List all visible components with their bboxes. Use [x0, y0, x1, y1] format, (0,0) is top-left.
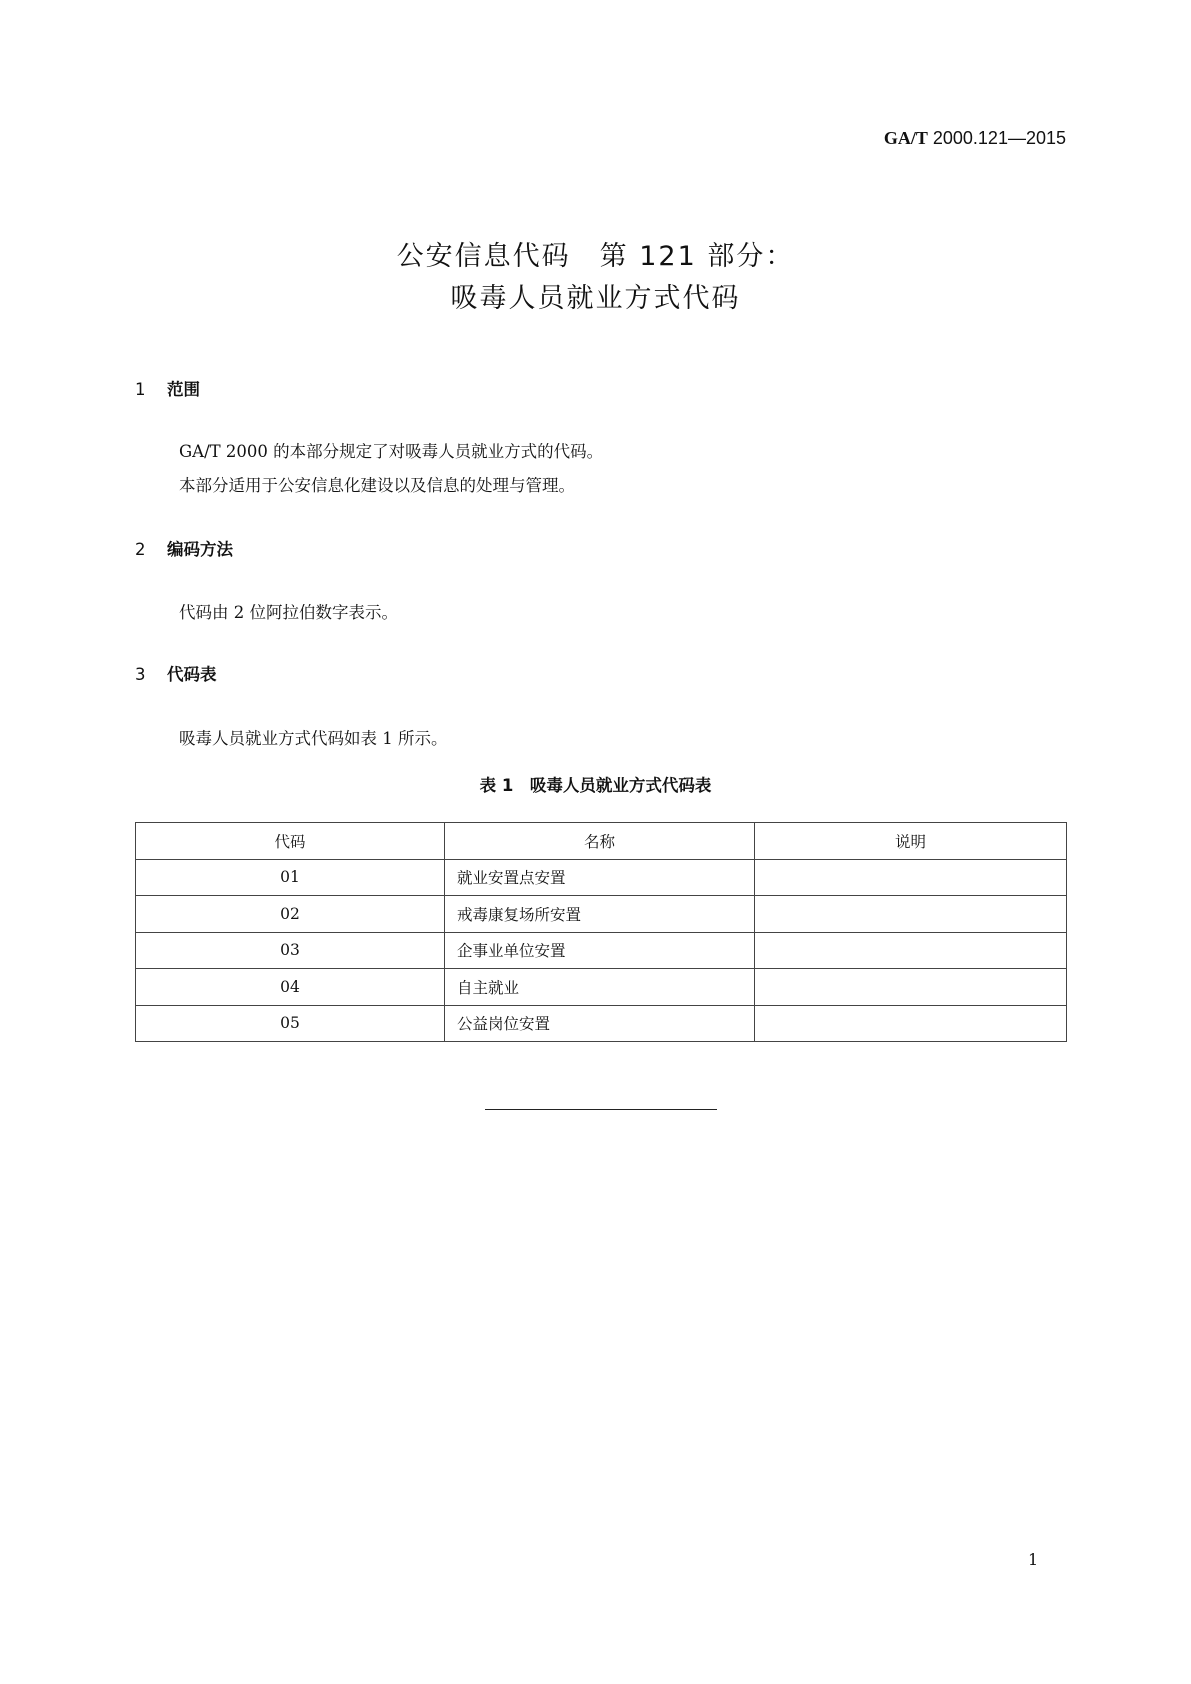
description-cell — [755, 969, 1067, 1006]
section-title: 范围 — [167, 380, 200, 399]
document-title-line-2: 吸毒人员就业方式代码 — [450, 283, 741, 314]
standard-code — [884, 128, 1066, 149]
table-header-row — [136, 823, 1067, 860]
section-title: 编码方法 — [167, 540, 233, 559]
name-cell: 就业安置点安置 — [445, 859, 755, 896]
description-cell — [755, 932, 1067, 969]
table-row — [136, 969, 1067, 1006]
header-code: 代码 — [136, 823, 445, 860]
section-heading-scope — [135, 376, 200, 400]
name-cell: 戒毒康复场所安置 — [445, 896, 755, 933]
code-cell: 04 — [136, 969, 445, 1006]
paragraph: 代码由 2 位阿拉伯数字表示。 — [179, 603, 398, 622]
standard-number: 2000.121—2015 — [932, 128, 1066, 148]
code-cell: 02 — [136, 896, 445, 933]
section-number: 3 — [135, 665, 146, 684]
section-number: 1 — [135, 380, 146, 399]
description-cell — [755, 1005, 1067, 1042]
code-cell: 03 — [136, 932, 445, 969]
page-number: 1 — [1028, 1550, 1039, 1569]
end-rule-divider — [485, 1109, 717, 1110]
table-row — [136, 1005, 1067, 1042]
section-number: 2 — [135, 540, 146, 559]
name-cell: 公益岗位安置 — [445, 1005, 755, 1042]
standard-prefix: GA/T — [883, 128, 928, 148]
code-cell: 01 — [136, 859, 445, 896]
paragraph: 本部分适用于公安信息化建设以及信息的处理与管理。 — [179, 476, 575, 495]
header-description: 说明 — [755, 823, 1067, 860]
code-table — [135, 822, 1067, 1042]
code-cell: 05 — [136, 1005, 445, 1042]
description-cell — [755, 859, 1067, 896]
section-title: 代码表 — [167, 665, 217, 684]
document-title-line-1: 公安信息代码 第 121 部分： — [396, 241, 795, 272]
name-cell: 企事业单位安置 — [445, 932, 755, 969]
name-cell: 自主就业 — [445, 969, 755, 1006]
section-heading-code-table — [135, 661, 217, 685]
paragraph: GA/T 2000 的本部分规定了对吸毒人员就业方式的代码。 — [179, 442, 604, 461]
table-row — [136, 859, 1067, 896]
table-row — [136, 896, 1067, 933]
header-name: 名称 — [445, 823, 755, 860]
paragraph: 吸毒人员就业方式代码如表 1 所示。 — [179, 729, 448, 748]
section-heading-coding-method — [135, 536, 233, 560]
table-caption: 表 1 吸毒人员就业方式代码表 — [479, 776, 712, 795]
table-row — [136, 932, 1067, 969]
description-cell — [755, 896, 1067, 933]
